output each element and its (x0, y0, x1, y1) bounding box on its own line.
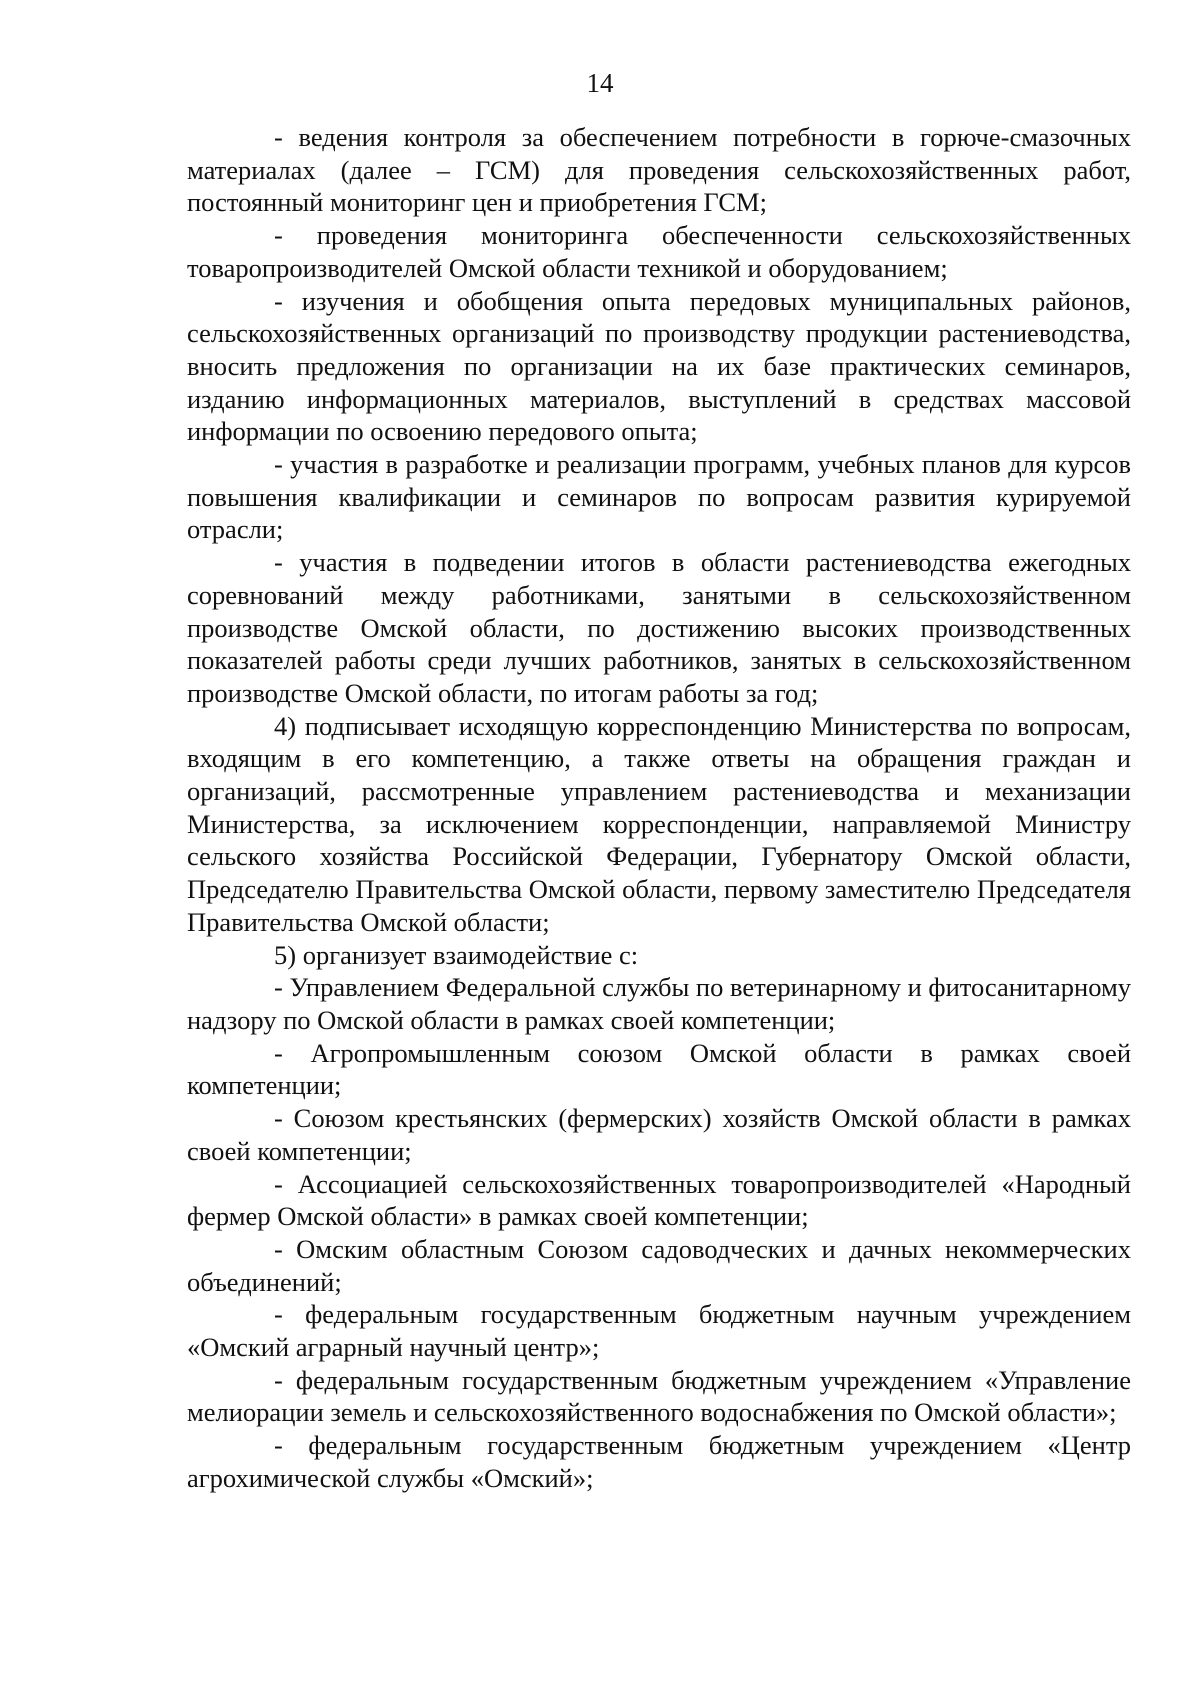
list-item-agroindustrial-union: - Агропромышленным союзом Омской области в рамках своей компетенции; (187, 1037, 1131, 1101)
page-number: 14 (586, 68, 614, 98)
paragraph-item-4-correspondence: 4) подписывает исходящую корреспонденцию Министерства по вопросам, входящим в его компетенцию, а также ответы на обращения граждан и организаций, рассмотренные управлением растениеводства и механизации Министерства, за исключением корреспонденции, направляемой Министру сельского хозяйства Российской Федерации, Губернатору Омской области, Председателю Правительства Омской области, первому заместителю Председателя Правительства Омской области; (187, 710, 1131, 937)
list-item-land-reclamation: - федеральным государственным бюджетным учреждением «Управление мелиорации земель и сельскохозяйственного водоснабжения по Омской области»; (187, 1364, 1131, 1428)
paragraph-item-5-interaction: 5) организует взаимодействие с: (274, 939, 639, 970)
list-item-gardeners-union: - Омским областным Союзом садоводческих и дачных некоммерческих объединений; (187, 1233, 1131, 1297)
paragraph-annual-competitions: - участия в подведении итогов в области растениеводства ежегодных соревнований между работниками, занятыми в сельскохозяйственном производстве Омской области, по достижению высоких производственных показателей работы среди лучших работников, занятых в сельскохозяйственном производстве Омской области, по итогам работы за год; (187, 547, 1131, 708)
list-item-veterinary-service: - Управлением Федеральной службы по ветеринарному и фитосанитарному надзору по Омской области в рамках своей компетенции; (187, 972, 1131, 1035)
paragraph-best-practices: - изучения и обобщения опыта передовых муниципальных районов, сельскохозяйственных организаций по производству продукции растениеводства, вносить предложения по организации на их базе практических семинаров, изданию информационных материалов, выступлений в средствах массовой информации по освоению передового опыта; (187, 285, 1131, 447)
list-item-agrochemical-service: - федеральным государственным бюджетным учреждением «Центр агрохимической службы «Омский»; (187, 1430, 1131, 1493)
paragraph-training-programs: - участия в разработке и реализации программ, учебных планов для курсов повышения квалификации и семинаров по вопросам развития курируемой отрасли; (187, 449, 1131, 545)
document-body (187, 121, 1131, 1495)
list-item-agrarian-research-center: - федеральным государственным бюджетным научным учреждением «Омский аграрный научный центр»; (187, 1299, 1131, 1363)
list-item-producers-association: - Ассоциацией сельскохозяйственных товаропроизводителей «Народный фермер Омской области» в рамках своей компетенции; (187, 1168, 1131, 1232)
paragraph-equipment-monitoring: - проведения мониторинга обеспеченности сельскохозяйственных товаропроизводителей Омской области техникой и оборудованием; (187, 220, 1131, 283)
paragraph-fuel-control: - ведения контроля за обеспечением потребности в горюче-смазочных материалах (далее – ГСМ) для проведения сельскохозяйственных работ, постоянный мониторинг цен и приобретения ГСМ; (187, 122, 1131, 218)
list-item-farmers-union: - Союзом крестьянских (фермерских) хозяйств Омской области в рамках своей компетенции; (187, 1103, 1131, 1166)
